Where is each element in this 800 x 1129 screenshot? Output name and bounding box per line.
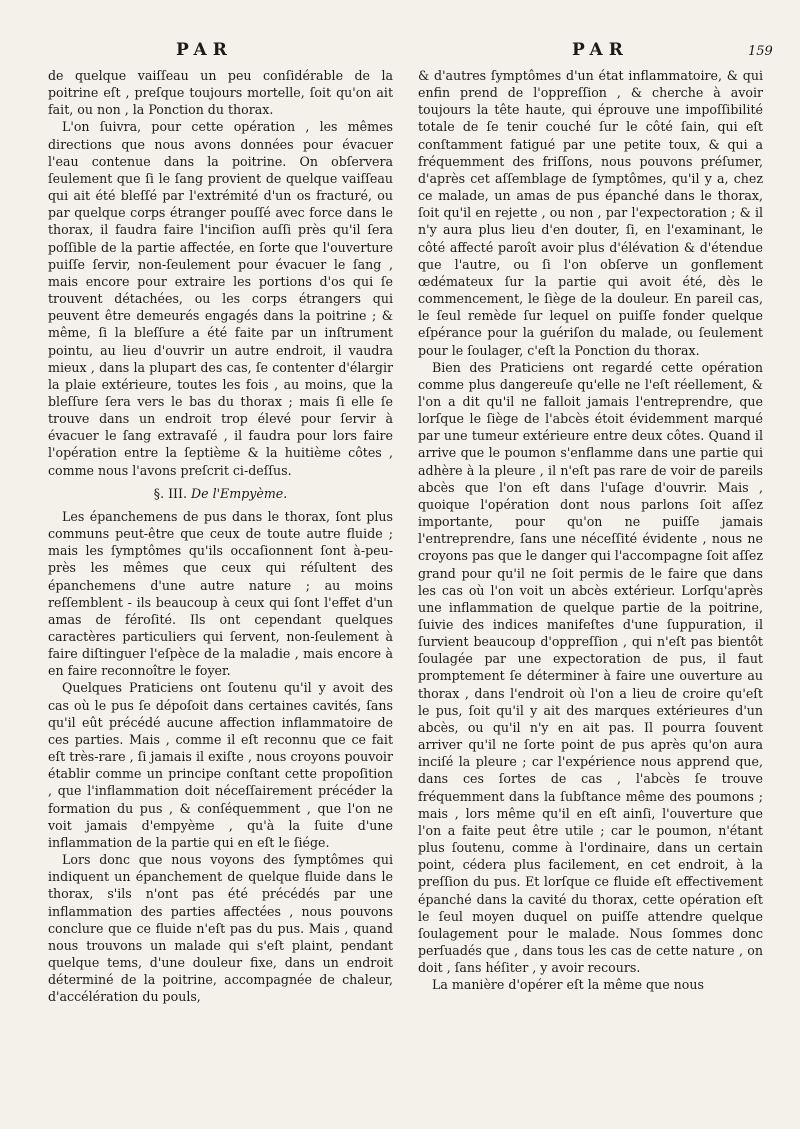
- paragraph: & d'autres ſymptômes d'un état inflammatoire, & qui enfin prend de l'oppreſſion , & cherche à avoir toujours la tête haute, qui éprouve une impoſſibilité totale de ſe tenir couché ſur le côté ſain, qui eſt conſtamment fatigué par une petite toux, & qui a fréquemment des friſſons, nous pouvons préſumer, d'après cet aſſemblage de ſymptômes, qu'il y a, chez ce malade, un amas de pus épanché dans le thorax, ſoit qu'il en rejette , ou non , par l'expectoration ; & il n'y aura plus lieu d'en douter, ſi, en l'examinant, le côté affecté paroît avoir plus d'élévation & d'étendue que l'autre, ou ſi l'on obſerve un gonflement œdémateux ſur la partie qui avoit été, dès le commencement, le ſiège de la douleur. En pareil cas, le ſeul remède ſur lequel on puiſſe fonder quelque eſpérance pour la guériſon du malade, ou ſeulement pour le ſoulager, c'eſt la Ponction du thorax.: [418, 68, 763, 358]
- page-number: 159: [748, 44, 773, 59]
- paragraph: Lors donc que nous voyons des ſymptômes qui indiquent un épanchement de quelque fluide dans le thorax, s'ils n'ont pas été précédés par une inflammation des parties affectées , nous pouvons conclure que ce fluide n'eſt pas du pus. Mais , quand nous trouvons un malade qui s'eſt plaint, pendant quelque tems, d'une douleur fixe, dans un endroit déterminé de la poitrine, accompagnée de chaleur, d'accélération du pouls,: [48, 852, 393, 1005]
- paragraph: La manière d'opérer eſt la même que nous: [432, 977, 704, 993]
- paragraph: Quelques Praticiens ont ſoutenu qu'il y avoit des cas où le pus ſe dépoſoit dans certaines cavités, ſans qu'il eût précédé aucune affection inflammatoire de ces parties. Mais , comme il eſt reconnu que ce fait eſt très-rare , ſi jamais il exiſte , nous croyons pouvoir établir comme un principe conſtant cette propoſition , que l'inflammation doit néceſſairement précéder la formation du pus , & conſéquemment , que l'on ne voit jamais d'empyème , qu'à la ſuite d'une inflammation de la partie qui en eſt le ſiége.: [48, 680, 393, 850]
- section-label: §. III.: [153, 485, 187, 501]
- left-column: [48, 67, 393, 1005]
- section-heading: [48, 485, 393, 502]
- paragraph: de quelque vaiſſeau un peu conſidérable de la poitrine eſt , preſque toujours mortelle, ſoit qu'on ait fait, ou non , la Ponction du thorax.: [48, 68, 393, 118]
- section-title: De l'Empyème.: [191, 485, 288, 501]
- paragraph: Les épanchemens de pus dans le thorax, ſont plus communs peut-être que ceux de toute autre fluide ; mais les ſymptômes qu'ils occaſionnent ſont à-peu-près les mêmes que ceux qui réſultent des épanchemens d'une autre nature ; au moins reſſemblent - ils beaucoup à ceux qui ſont l'effet d'un amas de féroſité. Ils ont cependant quelques caractères particuliers qui ſervent, non-ſeulement à faire diſtinguer l'eſpèce de la maladie , mais encore à en faire reconnoître le foyer.: [48, 508, 393, 679]
- right-column: [418, 67, 763, 993]
- running-head-left: PAR: [176, 40, 233, 60]
- paragraph: L'on ſuivra, pour cette opération , les mêmes directions que nous avons données pour évacuer l'eau contenue dans la poitrine. On obſervera ſeulement que ſi le ſang provient de quelque vaiſſeau qui ait été bleſſé par l'extrémité d'un os fracturé, ou par quelque corps étranger pouſſé avec force dans le thorax, il faudra faire l'inciſion auſſi près qu'il ſera poſſible de la partie affectée, en ſorte que l'ouverture puiſſe ſervir, non-ſeulement pour évacuer le ſang , mais encore pour extraire les portions d'os qui ſe trouvent détachées, ou les corps étrangers qui peuvent être demeurés engagés dans la poitrine ; & même, ſi la bleſſure a été faite par un inſtrument pointu, au lieu d'ouvrir un autre endroit, il vaudra mieux , dans la plupart des cas, ſe contenter d'élargir la plaie extérieure, toutes les fois , au moins, que la bleſſure ſera vers le bas du thorax ; mais ſi elle ſe trouve dans un endroit trop élevé pour ſervir à évacuer le ſang extravaſé , il faudra pour lors faire l'opération entre la ſeptième & la huitième côtes , comme nous l'avons preſcrit ci-deſſus.: [48, 119, 393, 478]
- running-head-right: PAR: [572, 40, 629, 60]
- paragraph: Bien des Praticiens ont regardé cette opération comme plus dangereuſe qu'elle ne l'eſt réellement, & l'on a dit qu'il ne falloit jamais l'entreprendre, que lorſque le ſiège de l'abcès étoit évidemment marqué par une tumeur extérieure entre deux côtes. Quand il arrive que le poumon s'enflamme dans une partie qui adhère à la pleure , il n'eſt pas rare de voir de pareils abcès que l'on eſt dans l'uſage d'ouvrir. Mais , quoique l'opération dont nous parlons ſoit aſſez importante, pour qu'on ne puiſſe jamais l'entreprendre, ſans une néceſſité évidente , nous ne croyons pas que le danger qui l'accompagne ſoit aſſez grand pour qu'il ne ſoit permis de le faire que dans les cas où l'on voit un abcès extérieur. Lorſqu'après une inflammation de quelque partie de la poitrine, ſuivie des indices manifeſtes d'une ſuppuration, il ſurvient beaucoup d'oppreſſion , qui n'eſt pas bientôt ſoulagée par une expectoration de pus, il faut promptement ſe déterminer à faire une ouverture au thorax , dans l'endroit où l'on a lieu de croire qu'eſt le pus, ſoit qu'il y ait des marques extérieures d'un abcès, ou qu'il n'y en ait pas. Il pourra ſouvent arriver qu'il ne ſorte point de pus après qu'on aura inciſé la pleure ; car l'expérience nous apprend que, dans ces ſortes de cas , l'abcès ſe trouve fréquemment dans la ſubſtance même des poumons ; mais , lors même qu'il en eſt ainſi, l'ouverture que l'on a faite peut être utile ; car le poumon, n'étant plus ſoutenu, comme à l'ordinaire, dans un certain point, cédera plus facilement, en cet endroit, à la preſſion du pus. Et lorſque ce fluide eſt effectivement épanché dans la cavité du thorax, cette opération eſt le ſeul moyen duquel on puiſſe attendre quelque ſoulagement pour le malade. Nous ſommes donc perſuadés que , dans tous les cas de cette nature , on doit , ſans héſiter , y avoir recours.: [418, 359, 763, 976]
